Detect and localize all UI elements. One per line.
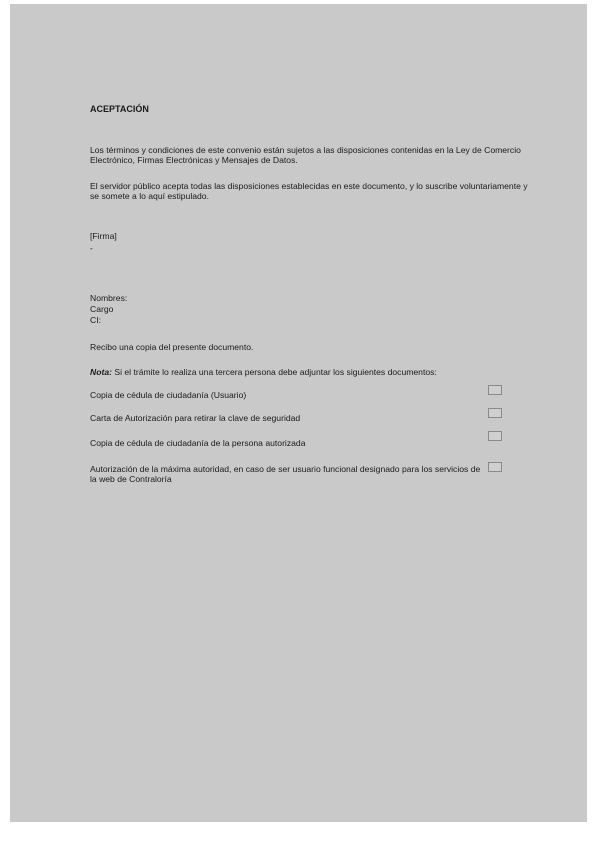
section-heading: ACEPTACIÓN (90, 104, 149, 114)
checklist-item-authority-authorization: Autorización de la máxima autoridad, en caso de ser usuario funcional designado para los servicios de la web de Contraloría (90, 464, 481, 484)
names-label: Nombres: (90, 293, 128, 303)
document-page (10, 4, 587, 822)
checklist-item-authorization-letter: Carta de Autorización para retirar la clave de seguridad (90, 413, 301, 423)
receipt-text: Recibo una copia del presente documento. (90, 342, 254, 352)
id-label: CI: (90, 315, 101, 325)
checklist-item-authorized-person-id-copy: Copia de cédula de ciudadanía de la persona autorizada (90, 438, 306, 448)
checkbox-authorization-letter[interactable] (488, 408, 502, 418)
position-label: Cargo (90, 304, 114, 314)
checkbox-authorized-person-id-copy[interactable] (488, 431, 502, 441)
note-text: Si el trámite lo realiza una tercera persona debe adjuntar los siguientes documentos: (111, 367, 437, 377)
note-label: Nota: (90, 367, 112, 377)
acceptance-paragraph: El servidor público acepta todas las disposiciones establecidas en este documento, y lo suscribe voluntariamente y se somete a lo aquí estipulado. (90, 181, 528, 201)
terms-paragraph: Los términos y condiciones de este convenio están sujetos a las disposiciones contenidas en la Ley de Comercio Electrónico, Firmas Electrónicas y Mensajes de Datos. (90, 145, 521, 165)
note-paragraph (90, 367, 550, 377)
checklist-item-user-id-copy: Copia de cédula de ciudadanía (Usuario) (90, 390, 247, 400)
checkbox-user-id-copy[interactable] (488, 385, 502, 395)
signature-label: [Firma] (90, 231, 117, 241)
signature-line: - (90, 243, 93, 253)
checkbox-authority-authorization[interactable] (488, 462, 502, 472)
